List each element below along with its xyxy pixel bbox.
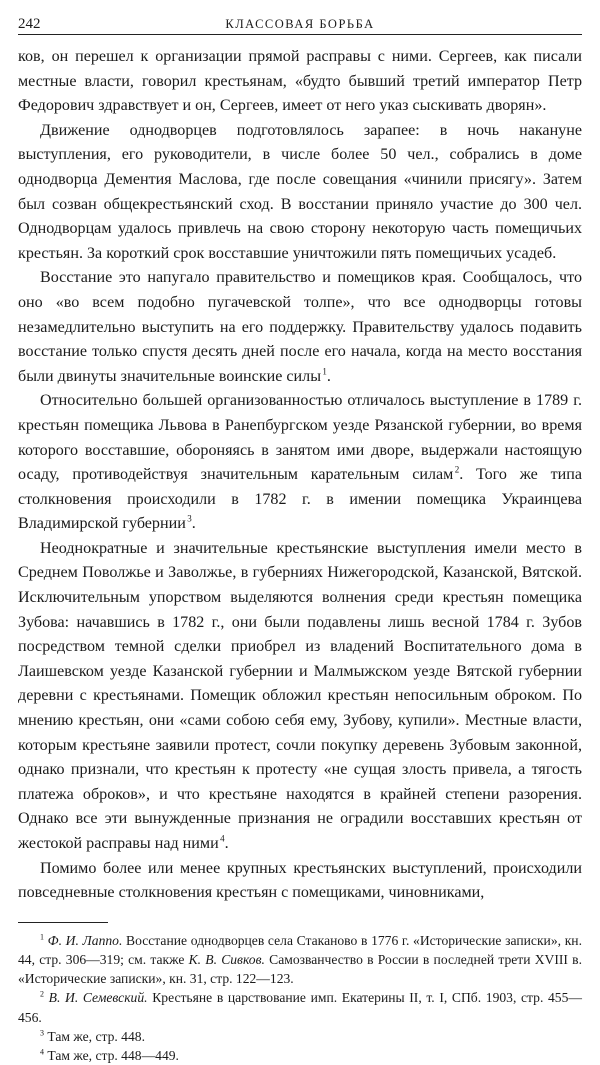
footnotes (18, 931, 582, 1065)
footnote: $^2$ В. И. Семевский. Крестьяне в царствование имп. Екатерины II, т. I, СПб. 1903, стр. 455—456. (18, 989, 582, 1025)
footnote-ref: 3 (187, 513, 192, 524)
page-number: 242 (18, 16, 41, 32)
paragraph: Восстание это напугало правительство и помещиков края. Сообщалось, что оно «во всем подобно пугачевской толпе», что все однодворцы готовы незамедлительно выступить на его поддержку. Правительству удалось подавить восстание только спустя десять дней после его начала, когда на место восстания были двинуты значительные воинские силы $^1$. (18, 269, 582, 385)
footnote: $^3$ Там же, стр. 448. (40, 1028, 145, 1044)
footnote-author: В. И. Семевский. (48, 990, 148, 1006)
paragraph: ков, он перешел к организации прямой расправы с ними. Сергеев, как писали местные власти, говорил крестьянам, «будто бывший третий император Петр Федорович здравствует и он, Сергеев, имеет от него указ сыскивать дворян». (18, 48, 582, 115)
footnote: $^1$ Ф. И. Лаппо. Восстание однодворцев села Стаканово в 1776 г. «Исторические записки», кн. 44, стр. 306—319; см. также К. В. Сивков. Самозванчество в России в последней трети XVIII в. «Исторические записки», кн. 31, стр. 122—123. (18, 932, 582, 987)
paragraph: Относительно большей организованностью отличалось выступление в 1789 г. крестьян помещика Львова в Ранепбургском уезде Рязанской губернии, во время которого восставшие, обороняясь в занятом ими дворе, выдержали настоящую осаду, противодействуя значительным карательным силам $^2$. Того же типа столкновения происходили в 1782 г. в имении помещика Украинцева Владимирской губернии $^3$. (18, 392, 582, 533)
footnote-author: К. В. Сивков. (188, 951, 265, 967)
footnote-mark: 4 (40, 1047, 44, 1057)
footnote-ref: 1 (322, 366, 327, 377)
book-page (18, 12, 582, 1065)
running-title: КЛАССОВАЯ БОРЬБА (225, 17, 375, 31)
paragraph: Неоднократные и значительные крестьянские выступления имели место в Среднем Поволжье и Заволжье, в губерниях Нижегородской, Казанской, Вятской. Исключительным упорством выделяются волнения среди крестьян помещика Зубова: начавшись в 1782 г., они были подавлены лишь весной 1784 г. Зубов посредством темной сделки приобрел из владений Воспитательного дома в Лаишевском уезде Казанской губернии и Малмыжском уезде Вятской губернии деревни с крестьянами. Помещик обложил крестьян непосильным оброком. По мнению крестьян, они «сами собою себя ему, Зубову, купили». Местные власти, которым крестьяне заявили протест, сочли покупку деревень Зубовым законной, однако признали, что крестьян к протесту «не сущая злость привела, а тягость платежа оброков», и что крестьяне находятся в крайней степени разорения. Однако все эти вынужденные признания не оградили восставших крестьян от жестокой расправы над ними $^4$. (18, 539, 582, 852)
footnote-mark: 3 (40, 1028, 44, 1038)
footnote-author: Ф. И. Лаппо. (47, 932, 123, 948)
footnote: $^4$ Там же, стр. 448—449. (40, 1047, 179, 1063)
footnote-ref: 4 (220, 833, 225, 844)
paragraph: Движение однодворцев подготовлялось зарапее: в ночь накануне выступления, его руководители, в числе более 50 чел., собрались в доме однодворца Дементия Маслова, где после совещания «чинили присягу». Затем был созван общекрестьянский сход. В восстании приняло участие до 300 чел. Однодворцам удалось привлечь на свою сторону некоторую часть помещичьих крестьян. За короткий срок восставшие уничтожили пять помещичьих усадеб. (18, 121, 582, 262)
footnote-ref: 2 (454, 464, 460, 475)
paragraph: Помимо более или менее крупных крестьянских выступлений, происходили повседневные столкновения крестьян с помещиками, чиновниками, (18, 859, 582, 902)
page-header (18, 12, 582, 35)
footnote-mark: 2 (40, 989, 44, 999)
footnote-divider (18, 922, 108, 923)
main-text (18, 45, 582, 906)
footnote-mark: 1 (40, 932, 44, 942)
